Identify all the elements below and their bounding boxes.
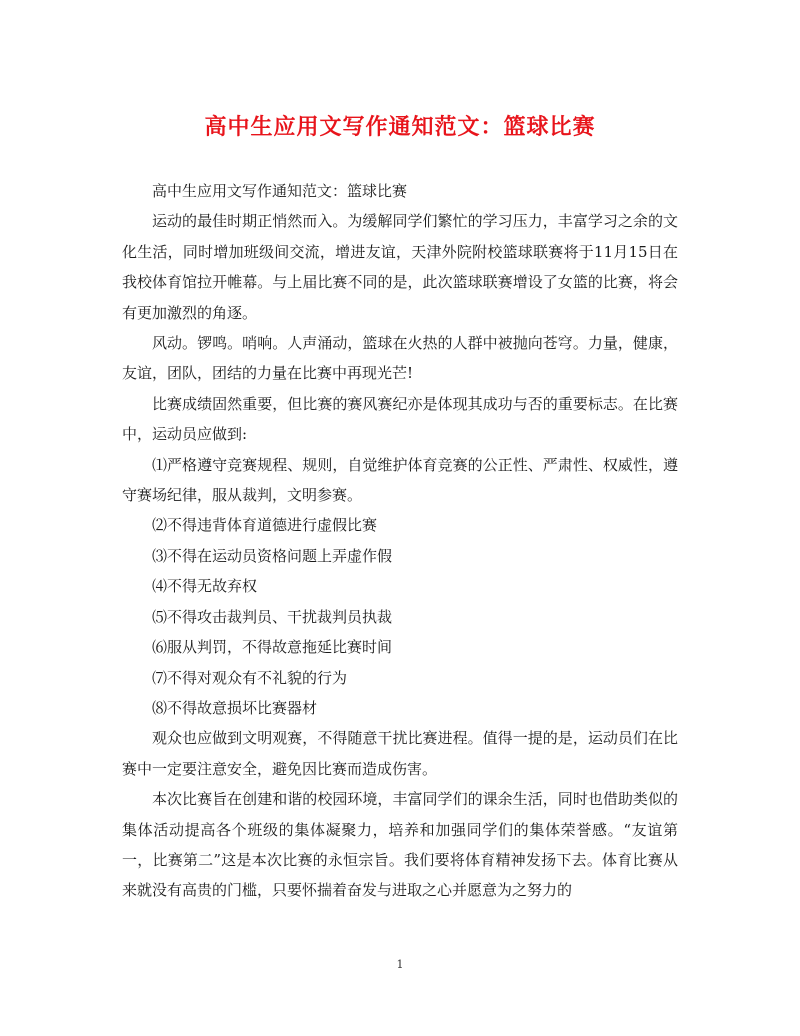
paragraph-heading: 高中生应用文写作通知范文：篮球比赛 xyxy=(152,182,408,200)
rule-item-2: ⑵不得违背体育道德进行虚假比赛 xyxy=(152,516,378,535)
rule-item-7: ⑺不得对观众有不礼貌的行为 xyxy=(152,668,348,687)
page-number: 1 xyxy=(396,958,404,971)
paragraph-atmosphere: 风动。锣鸣。哨响。人声涌动，篮球在火热的人群中被抛向苍穹。力量，健康，友谊，团队，团结的力量在比赛中再现光芒! xyxy=(122,334,678,383)
paragraph-intro: 运动的最佳时期正悄然而入。为缓解同学们繁忙的学习压力，丰富学习之余的文化生活，同时增加班级间交流，增进友谊，天津外院附校篮球联赛将于11月15日在我校体育馆拉开帷幕。与上届比赛不同的是，此次篮球联赛增设了女篮的比赛，将会有更加激烈的角逐。 xyxy=(122,212,678,322)
document-title: 高中生应用文写作通知范文：篮球比赛 xyxy=(204,114,596,140)
rule-item-3: ⑶不得在运动员资格问题上弄虚作假 xyxy=(152,546,393,565)
rule-item-4: ⑷不得无故弃权 xyxy=(152,577,258,596)
paragraph-audience: 观众也应做到文明观赛，不得随意干扰比赛进程。值得一提的是，运动员们在比赛中一定要注意安全，避免因比赛而造成伤害。 xyxy=(122,729,678,778)
rule-item-5: ⑸不得攻击裁判员、干扰裁判员执裁 xyxy=(152,607,393,626)
rule-item-6: ⑹服从判罚，不得故意拖延比赛时间 xyxy=(152,638,393,657)
rule-item-1: ⑴严格遵守竞赛规程、规则，自觉维护体育竞赛的公正性、严肃性、权威性，遵守赛场纪律，服从裁判，文明参赛。 xyxy=(122,455,678,505)
rule-item-8: ⑻不得故意损坏比赛器材 xyxy=(152,698,318,717)
document-body xyxy=(122,176,678,906)
paragraph-rules-intro: 比赛成绩固然重要，但比赛的赛风赛纪亦是体现其成功与否的重要标志。在比赛中，运动员应做到: xyxy=(122,394,678,444)
paragraph-purpose: 本次比赛旨在创建和谐的校园环境，丰富同学们的课余生活，同时也借助类似的集体活动提高各个班级的集体凝聚力，培养和加强同学们的集体荣誉感。“友谊第一，比赛第二”这是本次比赛的永恒宗旨。我们要将体育精神发扬下去。体育比赛从来就没有高贵的门槛，只要怀揣着奋发与进取之心并愿意为之努力的 xyxy=(122,790,678,900)
